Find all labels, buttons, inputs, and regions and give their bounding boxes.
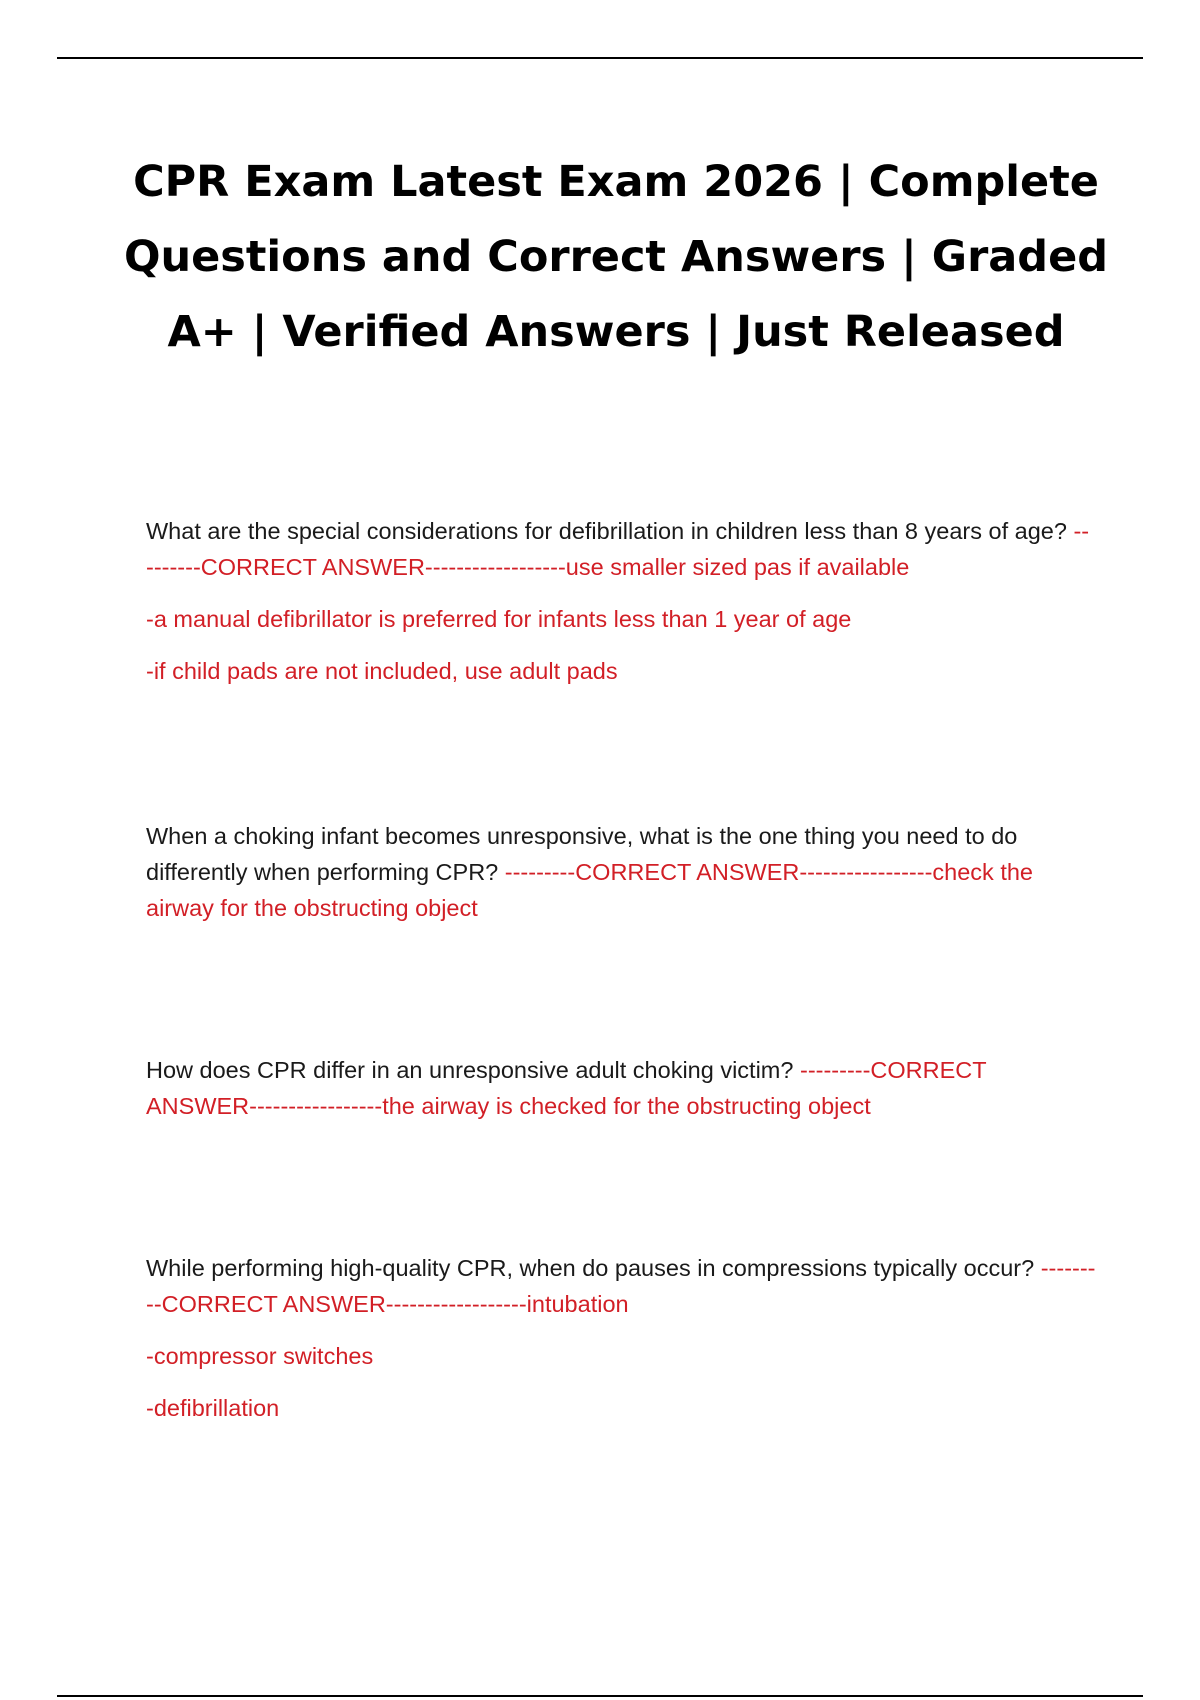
- question-text: How does CPR differ in an unresponsive adult choking victim?: [146, 1057, 794, 1083]
- qa-question-line: [146, 818, 1096, 926]
- qa-item: [146, 1052, 1096, 1124]
- answer-extra-line: -a manual defibrillator is preferred for infants less than 1 year of age: [146, 606, 852, 632]
- question-text: When a choking infant becomes unresponsive, what is the one thing you need to do differently when performing CPR?: [146, 823, 1018, 885]
- question-text: What are the special considerations for defibrillation in children less than 8 years of age?: [146, 518, 1067, 544]
- answer-text: check the airway for the obstructing object: [146, 859, 1033, 921]
- answer-extra-line: -defibrillation: [146, 1395, 280, 1421]
- qa-question-line: [146, 1052, 1096, 1124]
- correct-answer-marker: ---------CORRECT ANSWER-----------------: [146, 1057, 987, 1119]
- answer-extra-line: -if child pads are not included, use adult pads: [146, 658, 618, 684]
- answer-text: use smaller sized pas if available: [565, 554, 910, 580]
- qa-item: [146, 1250, 1096, 1426]
- qa-item: [146, 513, 1096, 689]
- correct-answer-marker: ---------CORRECT ANSWER-----------------: [504, 859, 933, 885]
- question-text: While performing high-quality CPR, when do pauses in compressions typically occur?: [146, 1255, 1035, 1281]
- qa-item: [146, 818, 1096, 926]
- answer-extra-line: -compressor switches: [146, 1343, 374, 1369]
- correct-answer-marker: ---------CORRECT ANSWER------------------: [146, 518, 1090, 580]
- answer-text: intubation: [526, 1291, 629, 1317]
- qa-question-line: [146, 1250, 1096, 1322]
- top-rule: [57, 57, 1143, 59]
- qa-question-line: [146, 513, 1096, 585]
- correct-answer-marker: ---------CORRECT ANSWER------------------: [146, 1255, 1096, 1317]
- bottom-rule: [57, 1695, 1143, 1697]
- document-title: CPR Exam Latest Exam 2026 | Complete Questions and Correct Answers | Graded A+ | Verified Answers | Just Released: [123, 157, 1109, 357]
- answer-text: the airway is checked for the obstructing object: [382, 1093, 871, 1119]
